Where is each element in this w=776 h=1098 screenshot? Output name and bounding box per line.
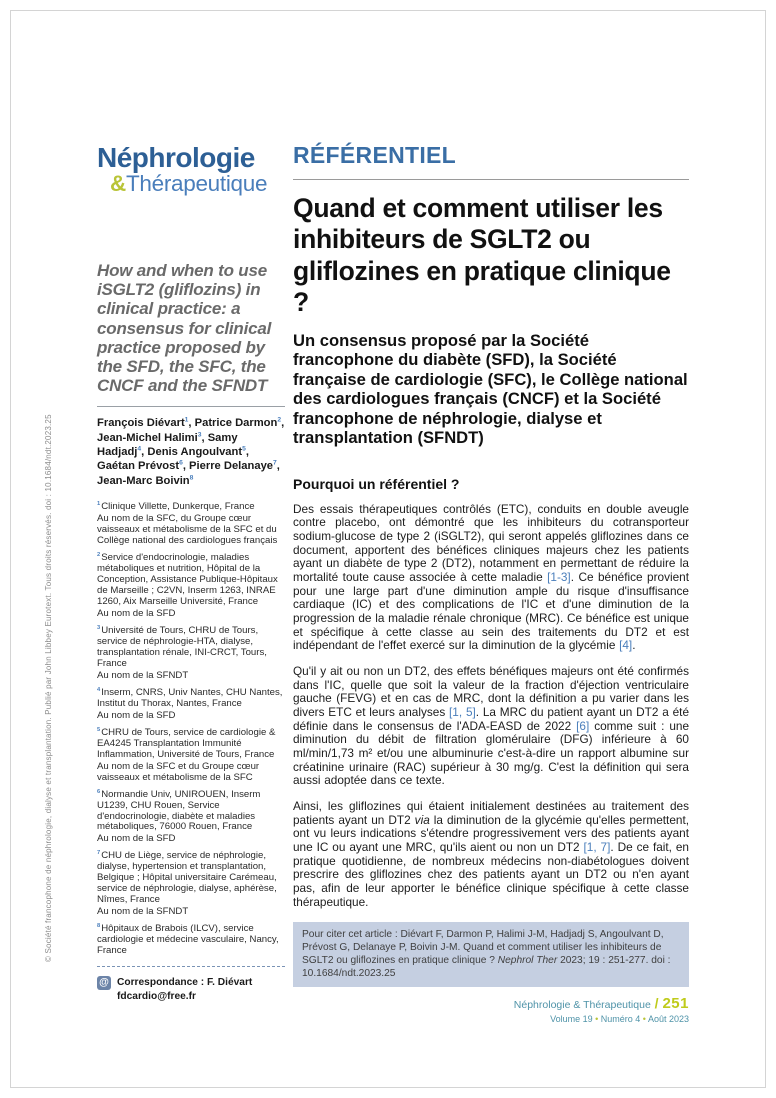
affiliation-list	[97, 501, 285, 957]
affiliation-item	[97, 625, 285, 682]
email-at-icon: @	[97, 976, 111, 990]
affiliation-society-note: Au nom de la SFC, du Groupe cœur vaisseaux et métabolisme de la SFC et du Collège national des cardiologues français	[97, 513, 278, 547]
affiliation-text: Clinique Villette, Dunkerque, France	[101, 501, 255, 513]
affiliation-item	[97, 687, 285, 722]
affiliation-society-note: Au nom de la SFD	[97, 833, 176, 845]
affiliation-society-note: Au nom de la SFD	[97, 709, 176, 721]
journal-logo-therapeutique: Thérapeutique	[125, 171, 268, 196]
author	[97, 460, 189, 472]
section-heading: Pourquoi un référentiel ?	[293, 475, 460, 492]
author-separator: ,	[276, 460, 280, 473]
author-affiliation-number: 8	[189, 473, 194, 481]
footer-separator: /	[650, 994, 663, 1011]
affiliation-number: 7	[97, 850, 101, 857]
affiliation-number: 2	[97, 552, 101, 559]
author	[189, 460, 280, 472]
left-column	[97, 142, 285, 1005]
affiliation-society-note: Au nom de la SFNDT	[97, 906, 189, 918]
affiliation-society-note: Au nom de la SFD	[97, 608, 176, 620]
affiliation-text: CHU de Liège, service de néphrologie, dialyse, hypertension et transplantation, Belgique ; Hôpital universitaire Carémeau, service de néphrologie, dialyse, aphérèse, Nîmes, France	[97, 850, 277, 906]
author-name: Jean-Marc Boivin	[97, 474, 190, 487]
copyright-sidebar-text: © Société francophone de néphrologie, dialyse et transplantation. Publié par John Libbey Eurotext. Tous droits réservés. doi : 10.1684/ndt.2023.25	[44, 414, 53, 962]
article-column	[293, 142, 689, 1024]
english-title: How and when to use iSGLT2 (gliflozins) in clinical practice: a consensus for clinical practice proposed by the SFD, the SFC, the CNCF and the SFNDT	[97, 261, 272, 396]
citation-box: Pour citer cet article : Diévart F, Darmon P, Halimi J-M, Hadjadj S, Angoulvant D, Prévost G, Delanaye P, Boivin J-M. Quand et comment utiliser les inhibiteurs de SGLT2 ou gliflozines en pratique clinique ? Nephrol Ther 2023; 19 : 251-277. doi : 10.1684/ndt.2023.25	[293, 922, 689, 986]
body-paragraph-2: Qu'il y ait ou non un DT2, des effets bénéfiques majeurs ont été confirmés dans l'IC, quelle que soit la valeur de la fraction d'éjection ventriculaire gauche (FEVG) et en cas de MRC, dont la définition a pu varier dans les divers ETC et leurs analyses [1, 5]. La MRC du patient ayant un DT2 a été définie dans le consensus de l'ADA-EASD de 2022 [6] comme suit : une diminution du débit de filtration glomérulaire (DFG) inférieure à 60 ml/min/1,73 m² et/ou une albuminurie c'est-à-dire un rapport albumine sur créatinine urinaire (RAC) supérieur à 30 mg/g. C'est la définition qui sera aussi adoptée dans ce texte.	[293, 663, 690, 788]
affiliation-society-note: Au nom de la SFNDT	[97, 669, 189, 681]
author-name: Pierre Delanaye	[189, 460, 274, 473]
correspondence-divider	[97, 966, 285, 967]
affiliation-item	[97, 923, 285, 957]
author	[97, 475, 193, 487]
affiliation-item	[97, 789, 285, 846]
affiliation-item	[97, 501, 285, 547]
affiliation-text: Service d'endocrinologie, maladies métaboliques et nutrition, Hôpital de la Conception, Assistance Publique-Hôpitaux de Marseille ; C2VN, Inserm 1263, INRAE 1260, Aix Marseille Université, France	[97, 552, 278, 608]
author-affiliation-number: 6	[179, 459, 183, 467]
footer-journal-name: Néphrologie & Thérapeutique	[513, 998, 651, 1011]
affiliation-number: 6	[97, 788, 101, 795]
correspondence-email[interactable]: fdcardio@free.fr	[117, 991, 196, 1003]
author-affiliation-number: 5	[242, 445, 246, 453]
affiliation-text: Inserm, CNRS, Univ Nantes, CHU Nantes, Institut du Thorax, Nantes, France	[97, 686, 283, 709]
author-name: Gaétan Prévost	[97, 460, 180, 473]
author-separator: ,	[201, 431, 208, 444]
title-authors-divider	[97, 406, 285, 407]
journal-logo-ampersand: &	[110, 171, 126, 196]
author-name: François Diévart	[97, 417, 185, 430]
author-list	[97, 416, 285, 488]
body-paragraph-1: Des essais thérapeutiques contrôlés (ETC), conduits en double aveugle contre placebo, ont démontré que les inhibiteurs du cotransporteur sodium-glucose de type 2 (iSGLT2), qui seront appelés gliflozines dans ce document, apportent des bénéfices cliniques majeurs chez les patients ayant un diabète de type 2 (DT2), notamment en permettant de réduire la mortalité toute cause associée à cette maladie [1-3]. Ce bénéfice provient pour une large part d'une diminution ample du risque d'insuffisance cardiaque (IC) et des complications de l'IC et d'une diminution de la progression de la maladie rénale chronique (MRC). Ce bénéfice est unique et spécifique à cette classe au sein des traitements du DT2 et est indépendant de l'effet exercé sur la diminution de la glycémie [4].	[293, 501, 689, 653]
author-affiliation-number: 3	[197, 430, 202, 438]
author-separator: ,	[245, 445, 249, 458]
author	[97, 432, 208, 444]
author-separator: ,	[141, 445, 148, 458]
affiliation-number: 1	[97, 501, 101, 508]
body-paragraph-3: Ainsi, les gliflozines qui étaient initialement destinées au traitement des patients ayant un DT2 via la diminution de la glycémie qu'elles permettent, ont vu leurs indications s'étendre progressivement vers des patients ayant une IC ou ayant une MRC, qu'ils aient ou non un DT2 [1, 7]. De ce fait, en pratique quotidienne, de nombreux médecins non-diabétologues doivent prescrire des gliflozines chez des patients ayant un DT2 ou n'en ayant pas, afin de leur apporter le bénéfice clinique spécifique à cette classe thérapeutique.	[293, 798, 690, 909]
author-name: Jean-Michel Halimi	[97, 431, 198, 444]
affiliation-text: Hôpitaux de Brabois (ILCV), service cardiologie et médecine vasculaire, Nancy, France	[97, 923, 279, 957]
affiliation-text: Université de Tours, CHRU de Tours, service de néphrologie-HTA, dialyse, transplantation rénale, INI-CRCT, Tours, France	[97, 625, 267, 669]
author-separator: ,	[281, 417, 285, 430]
correspondence	[97, 976, 285, 1005]
journal-logo-line2	[110, 171, 285, 197]
footer-issue-info: Volume 19 • Numéro 4 • Août 2023	[550, 1013, 689, 1024]
author-affiliation-number: 1	[184, 416, 189, 424]
affiliation-number: 4	[97, 686, 101, 693]
author-name: Samy Hadjadj	[97, 431, 238, 458]
affiliation-number: 3	[97, 624, 101, 631]
affiliation-text: Normandie Univ, UNIROUEN, Inserm U1239, CHU Rouen, Service d'endocrinologie, diabète et maladies métaboliques, 76000 Rouen, France	[97, 788, 261, 833]
affiliation-item	[97, 552, 285, 620]
page-footer	[293, 995, 689, 1024]
author-affiliation-number: 7	[273, 459, 277, 467]
author-separator: ,	[182, 460, 190, 473]
article-category-label: RÉFÉRENTIEL	[293, 142, 689, 180]
correspondence-label: Correspondance : F. Diévart	[117, 976, 253, 988]
affiliation-number: 8	[97, 923, 101, 930]
footer-page-number: 251	[662, 994, 689, 1012]
affiliation-text: CHRU de Tours, service de cardiologie & EA4245 Transplantation Immunité Inflammation, Université de Tours, France	[97, 726, 276, 760]
author-name: Patrice Darmon	[194, 417, 278, 430]
affiliation-item	[97, 727, 285, 784]
affiliation-item	[97, 850, 285, 918]
affiliation-number: 5	[97, 726, 101, 733]
author	[97, 417, 195, 429]
article-title: Quand et comment utiliser les inhibiteurs de SGLT2 ou gliflozines en pratique clinique ?	[293, 193, 671, 317]
article-subtitle: Un consensus proposé par la Société francophone du diabète (SFD), la Société française de cardiologie (SFC), le Collège national des cardiologues français (CNCF) et la Société francophone de néphrologie, dialyse et transplantation (SFNDT)	[293, 331, 688, 448]
journal-logo-line1: Néphrologie	[97, 142, 255, 173]
author-name: Denis Angoulvant	[147, 445, 243, 458]
author-affiliation-number: 4	[137, 445, 142, 453]
author-separator: ,	[188, 417, 195, 430]
journal-logo	[97, 142, 285, 197]
author-affiliation-number: 2	[277, 416, 282, 424]
affiliation-society-note: Au nom de la SFC et du Groupe cœur vaisseaux et métabolisme de la SFC	[97, 760, 260, 783]
author	[147, 446, 249, 458]
author	[195, 417, 285, 429]
